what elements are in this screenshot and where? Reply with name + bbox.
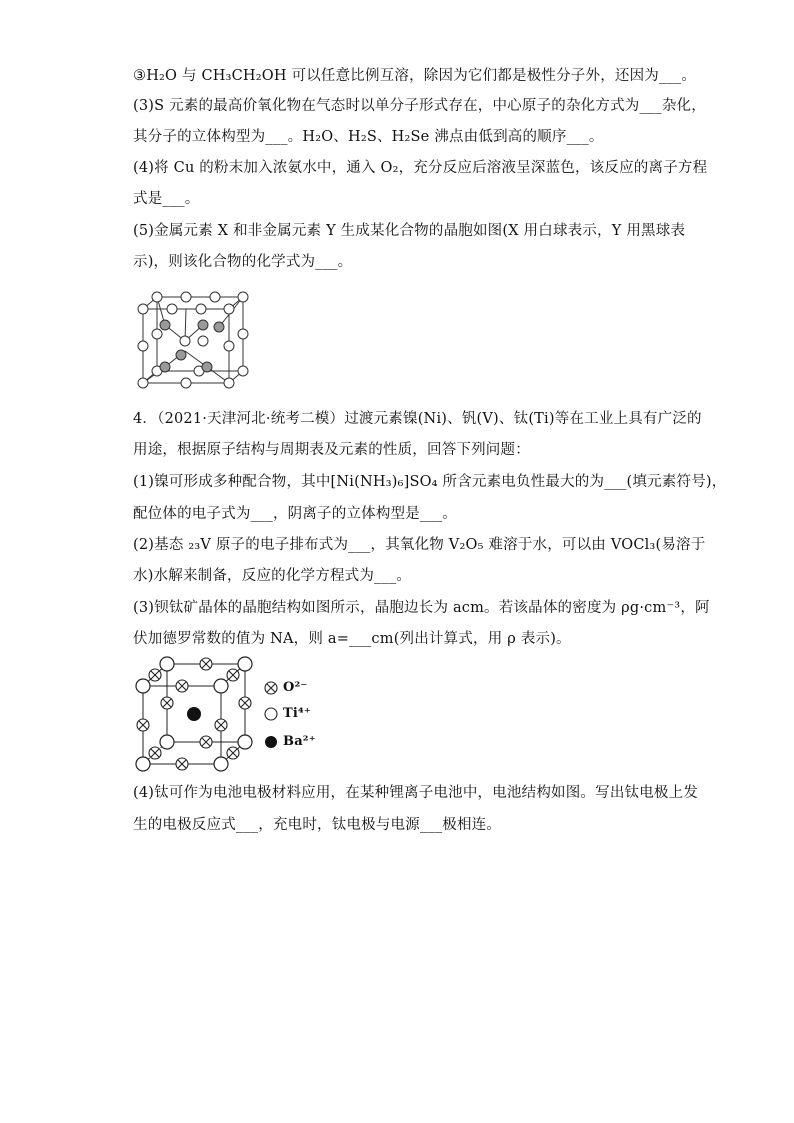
legend-o2: O²⁻ bbox=[283, 680, 308, 695]
text-line-8: 4．（2021·天津河北·统考二模）过渡元素镍(Ni)、钒(V)、钛(Ti)等在工业上具有广泛的 bbox=[133, 411, 702, 427]
text-line-3: 其分子的立体构型为___。H₂O、H₂S、H₂Se 沸点由低到高的顺序___。 bbox=[133, 129, 604, 145]
legend-ti: Ti⁴⁺ bbox=[283, 706, 311, 721]
crystal-cell-figure-1 bbox=[137, 289, 251, 393]
text-line-4: (4)将 Cu 的粉末加入浓氨水中，通入 O₂，充分反应后溶液呈深蓝色，该反应的离子方程 bbox=[133, 160, 708, 176]
text-line-10: (1)镍可形成多种配合物，其中[Ni(NH₃)₆]SO₄ 所含元素电负性最大的为___(填元素符号)， bbox=[133, 474, 727, 490]
text-line-17: 生的电极反应式___，充电时，钛电极与电源___极相连。 bbox=[133, 817, 502, 833]
text-line-15: 伏加德罗常数的值为 NA，则 a=___cm(列出计算式，用 ρ 表示)。 bbox=[133, 631, 571, 647]
text-line-9: 用途，根据原子结构与周期表及元素的性质，回答下列问题： bbox=[133, 442, 530, 458]
legend-ba: Ba²⁺ bbox=[283, 734, 316, 749]
text-line-5: 式是___。 bbox=[133, 191, 200, 207]
text-line-14: (3)钡钛矿晶体的晶胞结构如图所示，晶胞边长为 acm。若该晶体的密度为 ρg·cm⁻³，阿 bbox=[133, 600, 710, 616]
text-line-13: 水)水解来制备，反应的化学方程式为___。 bbox=[133, 568, 412, 584]
text-line-16: (4)钛可作为电池电极材料应用，在某种锂离子电池中，电池结构如图。写出钛电极上发 bbox=[133, 785, 699, 801]
text-line-2: (3)S 元素的最高价氧化物在气态时以单分子形式存在，中心原子的杂化方式为___杂化， bbox=[133, 98, 706, 114]
text-line-11: 配位体的电子式为___，阴离子的立体构型是___。 bbox=[133, 506, 457, 522]
text-line-12: (2)基态 ₂₃V 原子的电子排布式为___，其氧化物 V₂O₅ 难溶于水，可以由 VOCl₃(易溶于 bbox=[133, 537, 706, 553]
text-line-1: ③H₂O 与 CH₃CH₂OH 可以任意比例互溶，除因为它们都是极性分子外，还因为___。 bbox=[133, 68, 697, 84]
text-line-7: 示)，则该化合物的化学式为___。 bbox=[133, 254, 353, 270]
text-line-6: (5)金属元素 X 和非金属元素 Y 生成某化合物的晶胞如图(X 用白球表示，Y 用黑球表 bbox=[133, 223, 686, 239]
